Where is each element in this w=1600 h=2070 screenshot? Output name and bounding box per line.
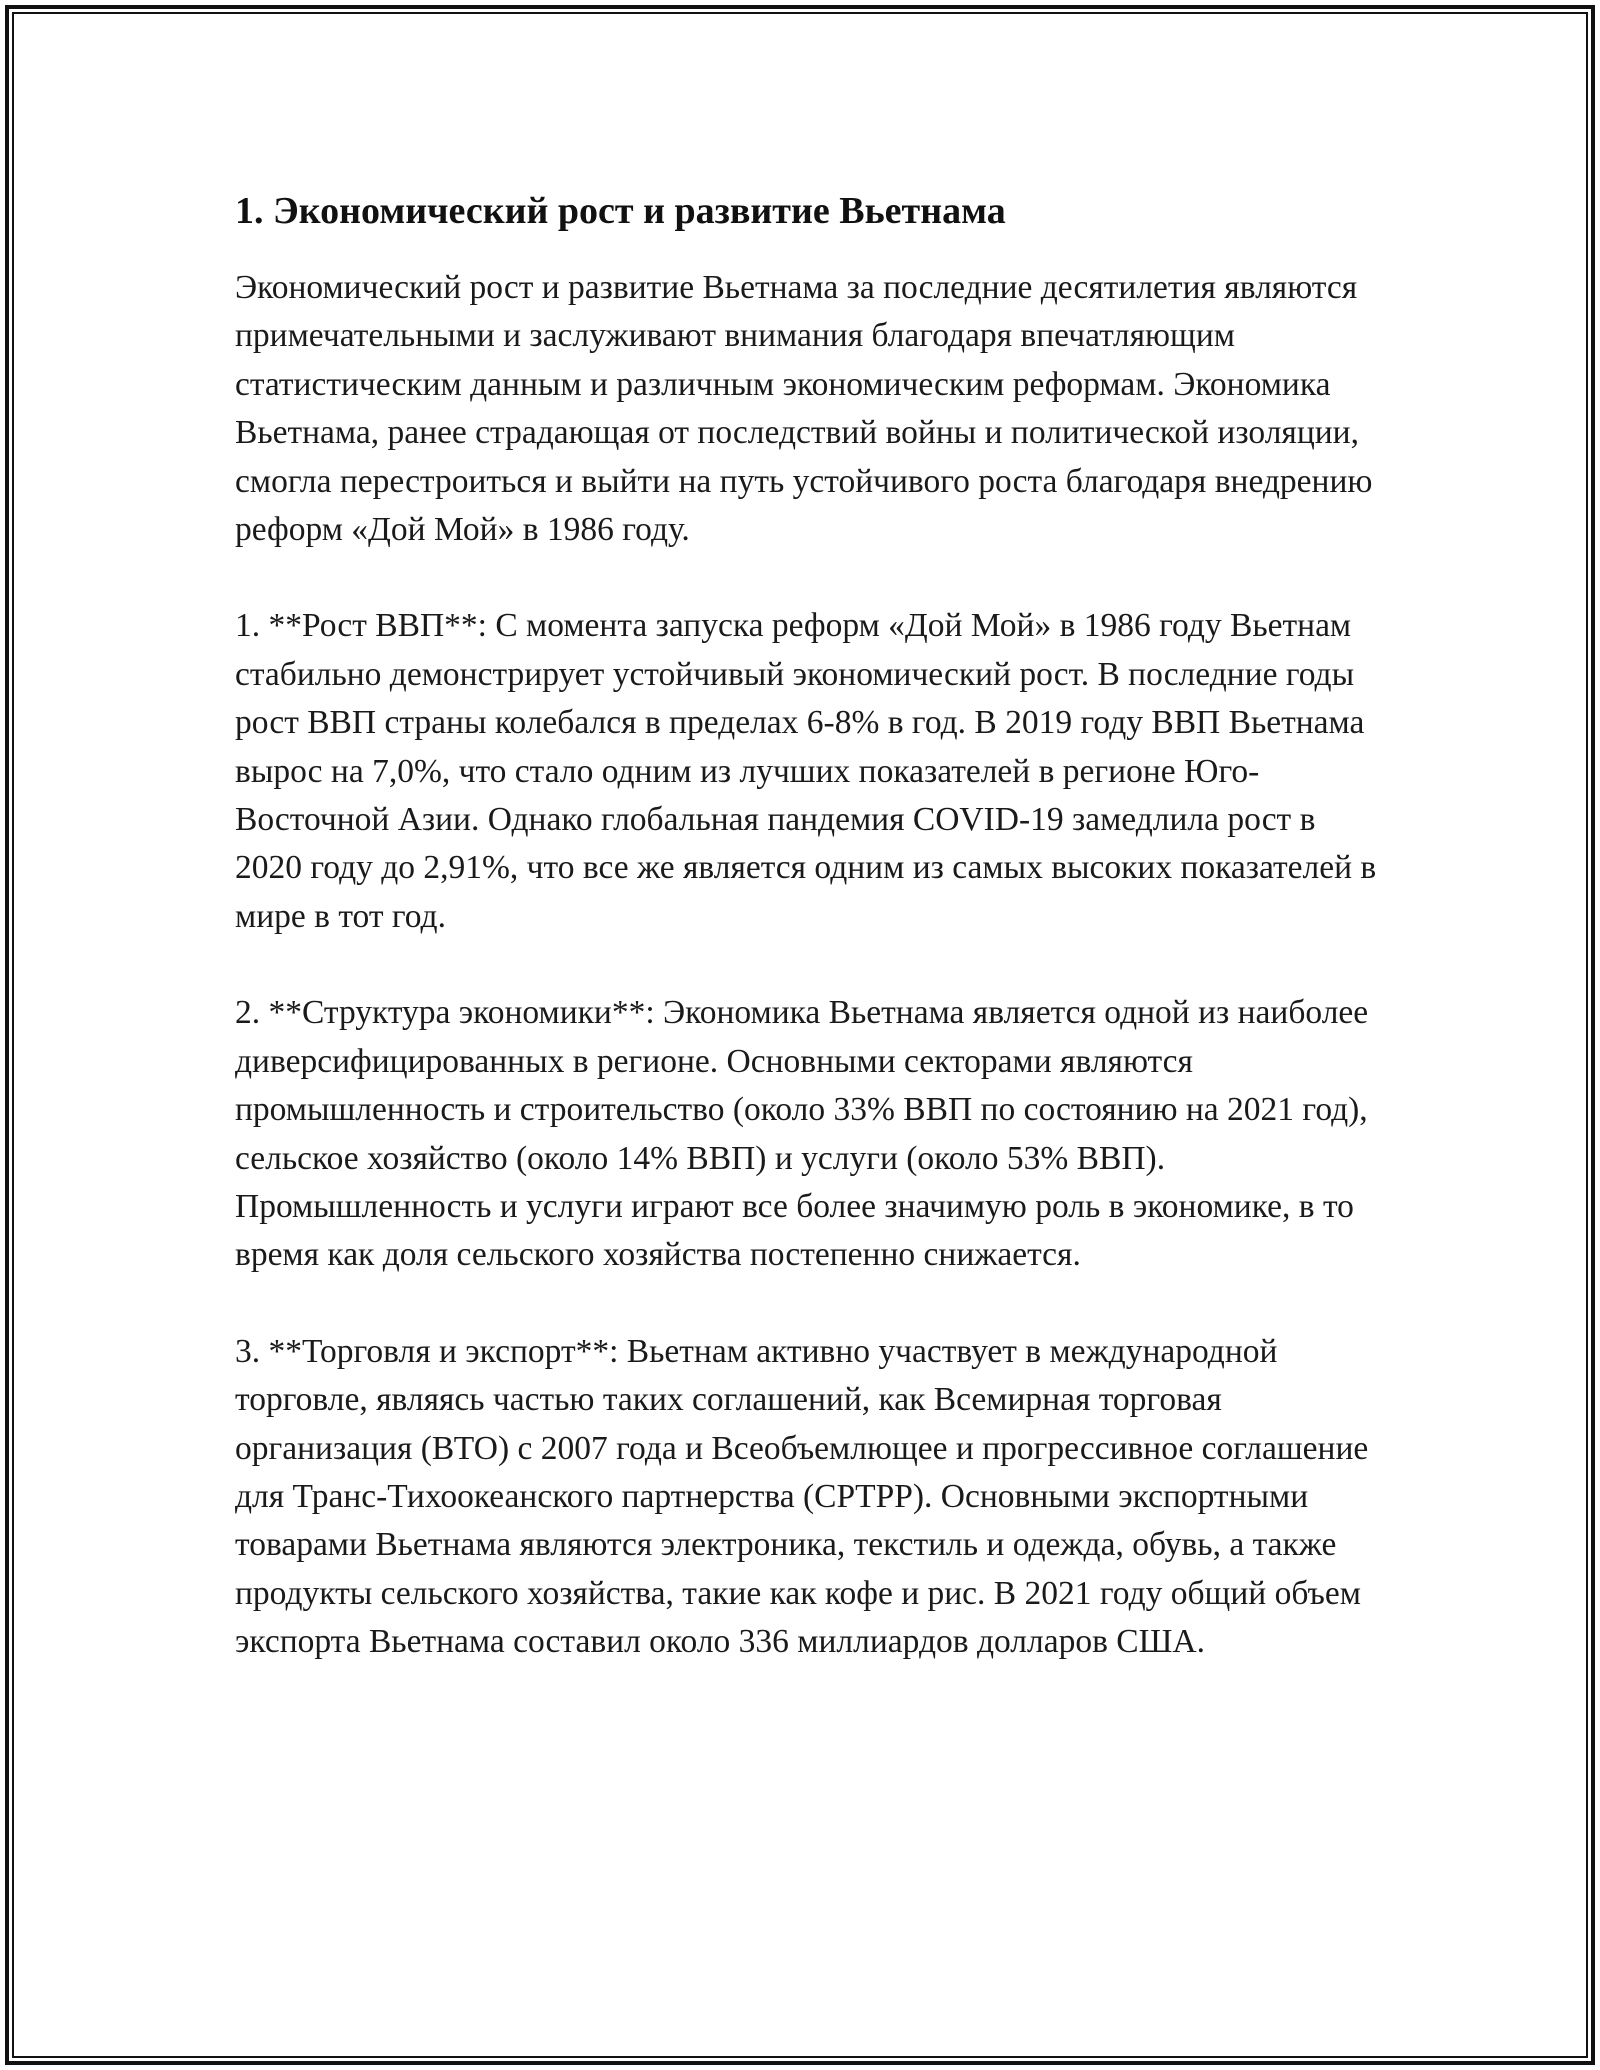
- intro-paragraph: Экономический рост и развитие Вьетнама за последние десятилетия являются примечательными и заслуживают внимания благодаря впечатляющим статистическим данным и различным экономическим реформам. Экономика Вьетнама, ранее страдающая от последствий войны и политической изоляции, смогла перестроиться и выйти на путь устойчивого роста благодаря внедрению реформ «Дой Мой» в 1986 году.: [235, 269, 1373, 549]
- document-body: [235, 186, 1385, 1715]
- section-heading: 1. Экономический рост и развитие Вьетнама: [235, 190, 1006, 232]
- economy-structure-paragraph: 2. **Структура экономики**: Экономика Вьетнама является одной из наиболее диверсифицированных в регионе. Основными секторами являются промышленность и строительство (около 33% ВВП по состоянию на 2021 год), сельское хозяйство (около 14% ВВП) и услуги (около 53% ВВП). Промышленность и услуги играют все более значимую роль в экономике, в то время как доля сельского хозяйства постепенно снижается.: [235, 994, 1369, 1274]
- gdp-growth-paragraph: 1. **Рост ВВП**: С момента запуска реформ «Дой Мой» в 1986 году Вьетнам стабильно демонстрирует устойчивый экономический рост. В последние годы рост ВВП страны колебался в пределах 6-8% в год. В 2019 году ВВП Вьетнама вырос на 7,0%, что стало одним из лучших показателей в регионе Юго-Восточной Азии. Однако глобальная пандемия COVID-19 замедлила рост в 2020 году до 2,91%, что все же является одним из самых высоких показателей в мире в тот год.: [235, 607, 1377, 935]
- trade-export-paragraph: 3. **Торговля и экспорт**: Вьетнам активно участвует в международной торговле, являясь частью таких соглашений, как Всемирная торговая организация (ВТО) с 2007 года и Всеобъемлющее и прогрессивное соглашение для Транс-Тихоокеанского партнерства (CPTPP). Основными экспортными товарами Вьетнама являются электроника, текстиль и одежда, обувь, а также продукты сельского хозяйства, такие как кофе и рис. В 2021 году общий объем экспорта Вьетнама составил около 336 миллиардов долларов США.: [235, 1332, 1369, 1661]
